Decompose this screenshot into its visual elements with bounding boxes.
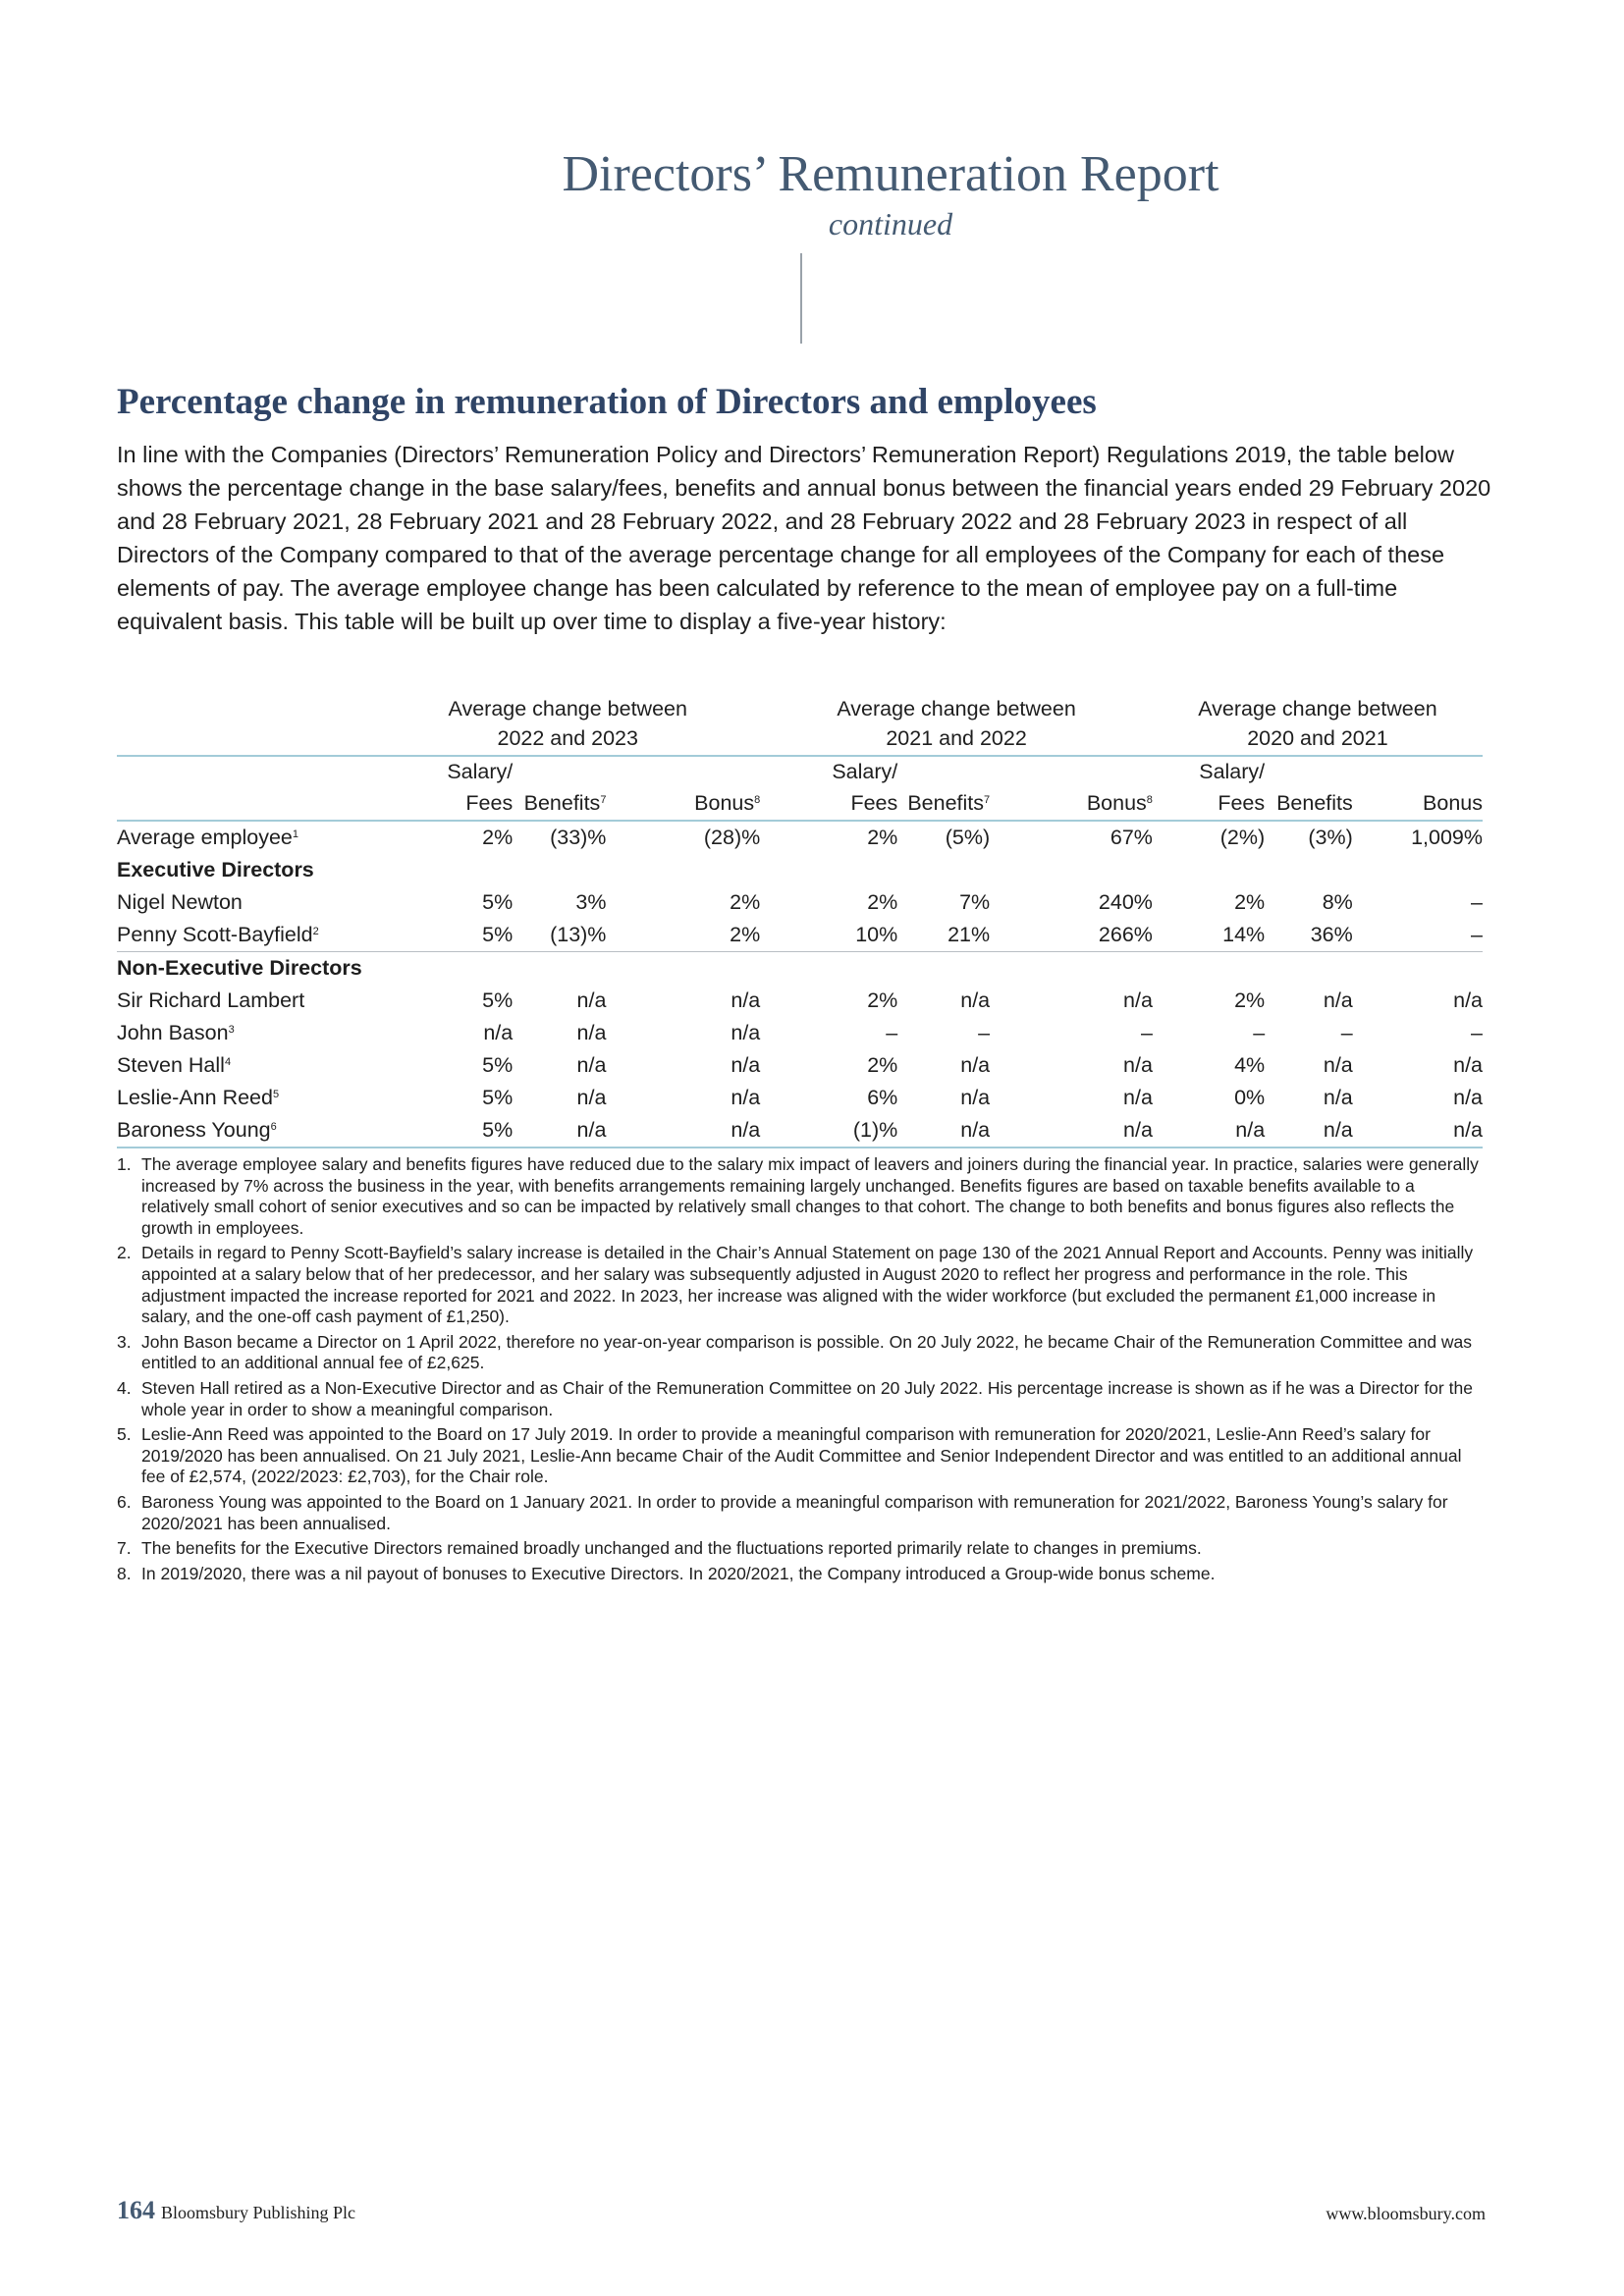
subheader-label: Fees xyxy=(850,791,898,815)
table-row xyxy=(117,985,1483,1017)
group-header-line2: 2022 and 2023 xyxy=(497,726,638,750)
footnote-text: Baroness Young was appointed to the Board on 1 January 2021. In order to provide a meaningful comparison with remuneration for 2021/2022, Baroness Young’s salary for 2020/2021 has been annualised. xyxy=(141,1491,1448,1533)
footnote-number: 8. xyxy=(117,1563,132,1583)
value-cell: 240% xyxy=(1098,890,1153,914)
value-cell: 10% xyxy=(760,919,897,952)
value-cell: 7% xyxy=(959,890,991,914)
value-cell: n/a xyxy=(1323,988,1353,1012)
subheader-top-cell: Salary/ xyxy=(1199,760,1266,783)
footnotes-list xyxy=(117,1154,1487,1588)
footnote-ref: 6 xyxy=(270,1121,277,1133)
subheader-cell xyxy=(760,787,897,821)
subheader-cell xyxy=(1265,787,1353,821)
subheader-cell xyxy=(513,787,606,821)
footnote-ref: 7 xyxy=(984,794,991,806)
intro-text: In line with the Companies (Directors’ Remuneration Policy and Directors’ Remuneration Report) Regulations 2019, the table below shows the percentage change in the base salary/fees, benefits and annual bonus between the financial years ended 29 February 2020 and 28 February 2021, 28 February 2021 and 28 February 2022, and 28 February 2022 and 28 February 2023 in respect of all Directors of the Company compared to that of the average percentage change for all employees of the Company for each of these elements of pay. The average employee change has been calculated by reference to the mean of employee pay on a full-time equivalent basis. This table will be built up over time to display a five-year history: xyxy=(117,442,1491,634)
row-label-text: Penny Scott-Bayfield xyxy=(117,923,313,946)
value-cell: (2%) xyxy=(1219,826,1266,849)
footnote-text: John Bason became a Director on 1 April 2022, therefore no year-on-year comparison is possible. On 20 July 2022, he became Chair of the Remuneration Committee and was entitled to an additional annual fee of £2,625. xyxy=(141,1331,1473,1373)
value-cell: (3%) xyxy=(1308,826,1353,849)
value-cell: n/a xyxy=(731,1053,761,1077)
page-header xyxy=(0,145,1624,241)
value-cell: 5% xyxy=(375,1114,513,1148)
subheader-label: Bonus xyxy=(1423,791,1483,815)
row-label xyxy=(117,1017,375,1049)
page-subtitle: continued xyxy=(828,206,953,241)
footnote-text: Details in regard to Penny Scott-Bayfield’s salary increase is detailed in the Chair’s Annual Statement on page 130 of the 2021 Annual Report and Accounts. Penny was initially appointed at a salary below that of her predecessor, and her salary was subsequently adjusted in August 2020 to reflect her progress and performance in the role. This adjustment impacted the increase reported for 2021 and 2022. In 2023, her increase was aligned with the wider workforce (but excluded the permanent £1,000 increase in salary, and the one-off cash payment of £1,250). xyxy=(141,1243,1474,1327)
row-label-text: Baroness Young xyxy=(117,1118,271,1142)
row-label xyxy=(117,1114,375,1148)
value-cell: n/a xyxy=(1265,1114,1353,1148)
footnote-ref: 2 xyxy=(312,926,319,937)
table-row xyxy=(117,919,1483,952)
value-cell: – xyxy=(1471,1021,1483,1044)
footnote-number: 4. xyxy=(117,1377,132,1398)
value-cell: n/a xyxy=(1353,1114,1483,1148)
page-number: 164 xyxy=(117,2196,155,2224)
value-cell: n/a xyxy=(897,1114,990,1148)
footnote xyxy=(117,1378,1487,1420)
value-cell: n/a xyxy=(576,1086,607,1109)
value-cell: 67% xyxy=(1110,826,1153,849)
subheader-top-cell xyxy=(990,756,1153,787)
footnote-number: 5. xyxy=(117,1424,132,1445)
value-cell: – xyxy=(1340,1021,1353,1044)
value-cell: n/a xyxy=(731,988,761,1012)
value-cell: 2% xyxy=(1234,988,1266,1012)
subheader-label: Benefits xyxy=(523,791,601,815)
group-header-2020-2021 xyxy=(1153,694,1483,756)
intro-paragraph xyxy=(117,438,1491,638)
row-label xyxy=(117,821,375,854)
page-title: Directors’ Remuneration Report xyxy=(562,146,1219,202)
value-cell: n/a xyxy=(1123,988,1153,1012)
row-label-text: Average employee xyxy=(117,826,293,849)
footnote xyxy=(117,1154,1487,1239)
value-cell: n/a xyxy=(1453,1053,1483,1077)
footnote-number: 2. xyxy=(117,1243,132,1263)
value-cell: (5%) xyxy=(945,826,991,849)
value-cell: 5% xyxy=(482,1086,514,1109)
footnote-ref: 7 xyxy=(600,794,607,806)
row-label-text: Nigel Newton xyxy=(117,890,243,914)
value-cell: n/a xyxy=(606,1114,760,1148)
footnote-number: 3. xyxy=(117,1331,132,1352)
table-row xyxy=(117,1082,1483,1114)
empty-header-cell xyxy=(117,694,375,756)
table-row xyxy=(117,1017,1483,1049)
row-label-text: Non-Executive Directors xyxy=(117,956,362,980)
value-cell: 4% xyxy=(1234,1053,1266,1077)
subheader-cell xyxy=(990,787,1153,821)
footnote-ref: 1 xyxy=(292,828,299,840)
value-cell: 2% xyxy=(730,890,761,914)
subheader-row-top xyxy=(117,756,1483,787)
footnote-text: Steven Hall retired as a Non-Executive Director and as Chair of the Remuneration Committee on 20 July 2022. His percentage increase is shown as if he was a Director for the whole year in order to show a meaningful comparison. xyxy=(141,1377,1473,1419)
footnote-ref: 4 xyxy=(224,1056,232,1068)
footnote xyxy=(117,1332,1487,1374)
company-name: Bloomsbury Publishing Plc xyxy=(161,2203,356,2222)
subheader-top-cell xyxy=(897,756,990,787)
value-cell: n/a xyxy=(731,1021,761,1044)
subheader-label: Bonus xyxy=(1086,791,1147,815)
value-cell: 3% xyxy=(575,890,607,914)
footnote-text: In 2019/2020, there was a nil payout of bonuses to Executive Directors. In 2020/2021, the Company introduced a Group-wide bonus scheme. xyxy=(141,1563,1216,1583)
value-cell: – xyxy=(978,1021,991,1044)
value-cell: 8% xyxy=(1322,890,1353,914)
subheader-label: Benefits xyxy=(907,791,985,815)
empty-cell xyxy=(117,787,375,821)
subheader-cell xyxy=(375,787,513,821)
footnote-ref: 8 xyxy=(1146,794,1153,806)
value-cell: (33)% xyxy=(550,826,607,849)
section-heading-row xyxy=(117,854,1483,886)
row-label xyxy=(117,886,375,919)
footnote xyxy=(117,1564,1487,1585)
subheader-top-cell xyxy=(606,756,760,787)
row-label xyxy=(117,1049,375,1082)
footnote-text: Leslie-Ann Reed was appointed to the Board on 17 July 2019. In order to provide a meaningful comparison with remuneration for 2020/2021, Leslie-Ann Reed’s salary for 2019/2020 has been annualised. On 21 July 2021, Leslie-Ann became Chair of the Audit Committee and Senior Independent Director and was entitled to an additional annual fee of £2,574, (2022/2023: £2,703), for the Chair role. xyxy=(141,1424,1462,1487)
value-cell: – xyxy=(886,1021,898,1044)
subheader-cell xyxy=(1153,787,1265,821)
value-cell: n/a xyxy=(1453,1086,1483,1109)
value-cell: n/a xyxy=(1323,1086,1353,1109)
value-cell: n/a xyxy=(576,1021,607,1044)
table-row xyxy=(117,821,1483,854)
value-cell: 2% xyxy=(867,988,898,1012)
footnote-number: 6. xyxy=(117,1491,132,1512)
value-cell: – xyxy=(1353,919,1483,952)
value-cell: n/a xyxy=(731,1086,761,1109)
value-cell: 5% xyxy=(375,919,513,952)
section-title: Percentage change in remuneration of Directors and employees xyxy=(117,382,1097,422)
value-cell: 36% xyxy=(1265,919,1353,952)
subheader-cell xyxy=(897,787,990,821)
group-header-line1: Average change between xyxy=(448,697,687,721)
subheader-top-cell xyxy=(1265,756,1353,787)
subheader-cell xyxy=(1353,787,1483,821)
row-label xyxy=(117,854,1483,886)
header-divider xyxy=(800,253,802,344)
table-row xyxy=(117,1049,1483,1082)
value-cell: n/a xyxy=(1153,1114,1265,1148)
subheader-label: Fees xyxy=(1218,791,1266,815)
footnote-text: The average employee salary and benefits figures have reduced due to the salary mix impact of leavers and joiners during the financial year. In practice, salaries were generally increased by 7% across the business in the year, with benefits arrangements remaining largely unchanged. Benefits figures are based on taxable benefits available to a relatively small cohort of senior executives and so can be impacted by relatively small changes to that cohort. The change to both benefits and bonus figures also reflects the growth in employees. xyxy=(141,1154,1479,1238)
value-cell: n/a xyxy=(576,1053,607,1077)
row-label-text: Sir Richard Lambert xyxy=(117,988,305,1012)
section-heading-row xyxy=(117,952,1483,986)
group-header-line1: Average change between xyxy=(837,697,1076,721)
value-cell: n/a xyxy=(576,988,607,1012)
group-header-2022-2023 xyxy=(375,694,760,756)
row-label xyxy=(117,952,1483,986)
subheader-top-cell xyxy=(513,756,606,787)
footnote-ref: 3 xyxy=(228,1024,235,1036)
footnote-number: 1. xyxy=(117,1154,132,1174)
value-cell: 2% xyxy=(867,826,898,849)
value-cell: 266% xyxy=(990,919,1153,952)
value-cell: n/a xyxy=(990,1114,1153,1148)
value-cell: n/a xyxy=(1123,1053,1153,1077)
footnote xyxy=(117,1492,1487,1534)
subheader-label: Bonus xyxy=(694,791,755,815)
subheader-label: Fees xyxy=(465,791,514,815)
table-row xyxy=(117,1114,1483,1148)
subheader-top-cell xyxy=(1353,756,1483,787)
table-row xyxy=(117,886,1483,919)
row-label xyxy=(117,985,375,1017)
footnote xyxy=(117,1538,1487,1560)
row-label-text: Leslie-Ann Reed xyxy=(117,1086,273,1109)
value-cell: 5% xyxy=(482,890,514,914)
value-cell: n/a xyxy=(960,1086,991,1109)
subheader-label: Benefits xyxy=(1276,791,1353,815)
value-cell: 2% xyxy=(867,1053,898,1077)
value-cell: – xyxy=(1471,890,1483,914)
subheader-top-cell: Salary/ xyxy=(447,760,514,783)
value-cell: n/a xyxy=(513,1114,606,1148)
value-cell: n/a xyxy=(960,1053,991,1077)
footnote xyxy=(117,1424,1487,1488)
footnote-ref: 5 xyxy=(272,1089,280,1100)
value-cell: 6% xyxy=(867,1086,898,1109)
group-header-row xyxy=(117,694,1483,756)
value-cell: n/a xyxy=(1123,1086,1153,1109)
value-cell: 1,009% xyxy=(1411,826,1483,849)
footnote-text: The benefits for the Executive Directors remained broadly unchanged and the fluctuations reported primarily relate to changes in premiums. xyxy=(141,1538,1202,1559)
footnote-number: 7. xyxy=(117,1538,132,1559)
value-cell: n/a xyxy=(1323,1053,1353,1077)
value-cell: (13)% xyxy=(513,919,606,952)
value-cell: 5% xyxy=(482,988,514,1012)
value-cell: n/a xyxy=(483,1021,514,1044)
empty-cell xyxy=(117,756,375,787)
value-cell: – xyxy=(1253,1021,1266,1044)
subheader-row-bottom xyxy=(117,787,1483,821)
value-cell: 2% xyxy=(482,826,514,849)
value-cell: (28)% xyxy=(703,826,761,849)
group-header-2021-2022 xyxy=(760,694,1153,756)
value-cell: (1)% xyxy=(760,1114,897,1148)
value-cell: 0% xyxy=(1234,1086,1266,1109)
group-header-line2: 2021 and 2022 xyxy=(886,726,1027,750)
footer-website: www.bloomsbury.com xyxy=(1326,2204,1486,2223)
row-label-text: John Bason xyxy=(117,1021,229,1044)
value-cell: – xyxy=(1140,1021,1153,1044)
subheader-top-cell: Salary/ xyxy=(832,760,898,783)
value-cell: 21% xyxy=(897,919,990,952)
row-label xyxy=(117,1082,375,1114)
group-header-line2: 2020 and 2021 xyxy=(1247,726,1388,750)
value-cell: 2% xyxy=(1234,890,1266,914)
row-label-text: Executive Directors xyxy=(117,858,314,881)
subheader-cell xyxy=(606,787,760,821)
footnote xyxy=(117,1243,1487,1327)
row-label xyxy=(117,919,375,952)
value-cell: 14% xyxy=(1153,919,1265,952)
value-cell: 2% xyxy=(606,919,760,952)
value-cell: n/a xyxy=(960,988,991,1012)
value-cell: n/a xyxy=(1453,988,1483,1012)
remuneration-table xyxy=(117,694,1483,1148)
footnote-ref: 8 xyxy=(754,794,761,806)
value-cell: 2% xyxy=(867,890,898,914)
footer-left xyxy=(117,2196,355,2225)
group-header-line1: Average change between xyxy=(1198,697,1437,721)
value-cell: 5% xyxy=(482,1053,514,1077)
row-label-text: Steven Hall xyxy=(117,1053,225,1077)
